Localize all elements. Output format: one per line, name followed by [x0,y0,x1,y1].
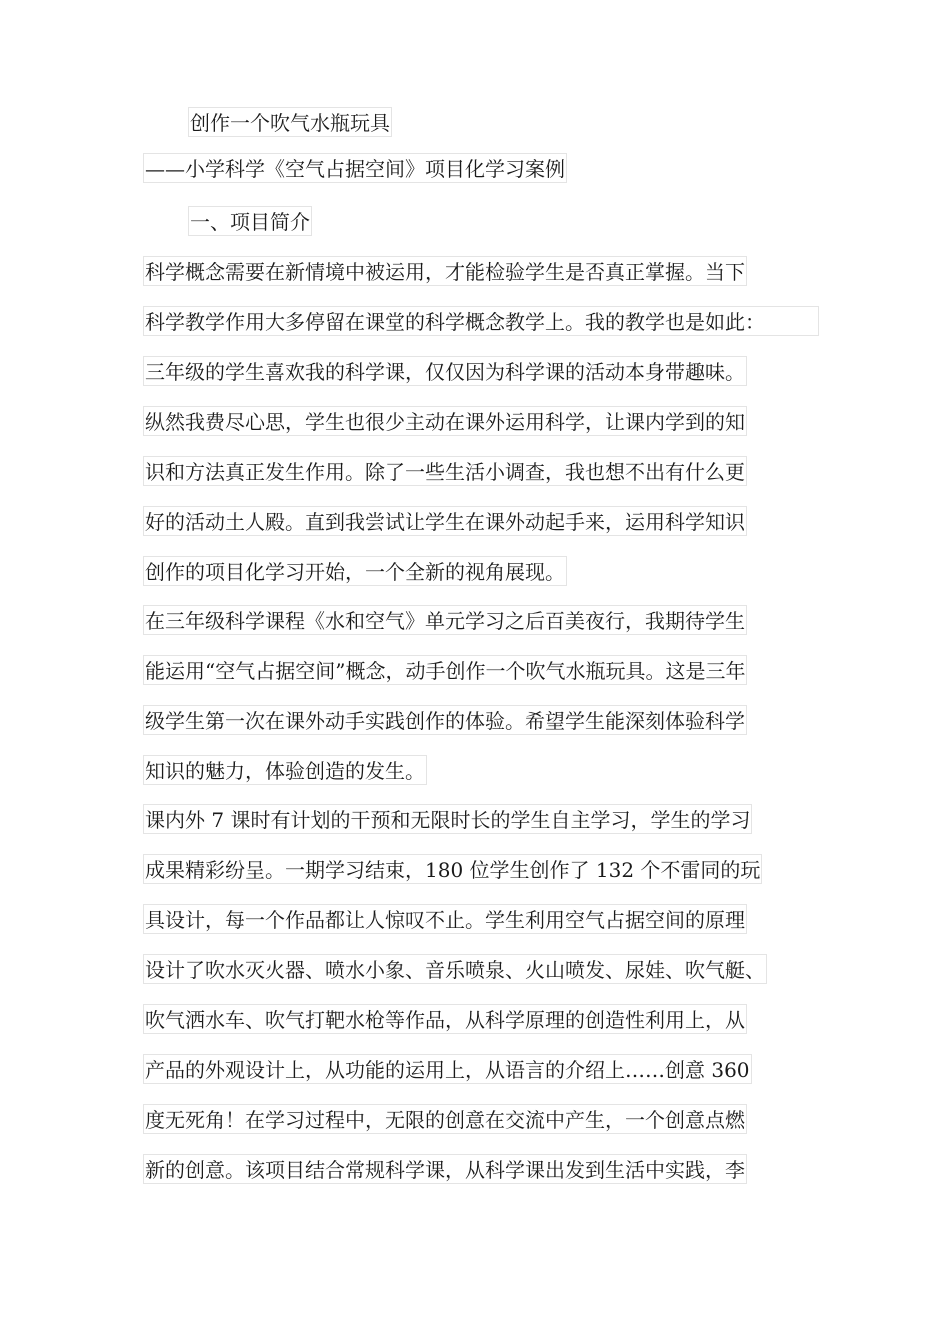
paragraph-line: 新的创意。该项目结合常规科学课，从科学课出发到生活中实践，李 [143,1154,747,1184]
paragraph-line: 课内外 7 课时有计划的干预和无限时长的学生自主学习，学生的学习 [143,804,752,834]
paragraph-line: 好的活动土人殿。直到我尝试让学生在课外动起手来，运用科学知识 [143,506,747,536]
paragraph-line: 产品的外观设计上，从功能的运用上，从语言的介绍上……创意 360 [143,1054,752,1084]
document-title: 创作一个吹气水瓶玩具 [188,107,392,137]
paragraph-line: 具设计，每一个作品都让人惊叹不止。学生利用空气占据空间的原理 [143,904,747,934]
document-subtitle: ——小学科学《空气占据空间》项目化学习案例 [143,153,567,183]
paragraph-line: 级学生第一次在课外动手实践创作的体验。希望学生能深刻体验科学 [143,705,747,735]
paragraph-line: 能运用“空气占据空间”概念，动手创作一个吹气水瓶玩具。这是三年 [143,655,747,685]
paragraph-line: 吹气洒水车、吹气打靶水枪等作品，从科学原理的创造性利用上，从 [143,1004,747,1034]
section-heading: 一、项目简介 [188,206,312,236]
paragraph-line: 度无死角！在学习过程中，无限的创意在交流中产生，一个创意点燃 [143,1104,747,1134]
paragraph-line: 创作的项目化学习开始，一个全新的视角展现。 [143,556,567,586]
paragraph-line: 识和方法真正发生作用。除了一些生活小调查，我也想不出有什么更 [143,456,747,486]
paragraph-line: 纵然我费尽心思，学生也很少主动在课外运用科学，让课内学到的知 [143,406,747,436]
paragraph-line: 科学教学作用大多停留在课堂的科学概念教学上。我的教学也是如此： [143,306,819,336]
paragraph-line: 科学概念需要在新情境中被运用，才能检验学生是否真正掌握。当下 [143,256,747,286]
paragraph-line: 三年级的学生喜欢我的科学课，仅仅因为科学课的活动本身带趣味。 [143,356,747,386]
paragraph-line: 在三年级科学课程《水和空气》单元学习之后百美夜行，我期待学生 [143,605,747,635]
paragraph-line: 设计了吹水灭火器、喷水小象、音乐喷泉、火山喷发、尿娃、吹气艇、 [143,954,767,984]
paragraph-line: 成果精彩纷呈。一期学习结束，180 位学生创作了 132 个不雷同的玩 [143,854,762,884]
paragraph-line: 知识的魅力，体验创造的发生。 [143,755,427,785]
